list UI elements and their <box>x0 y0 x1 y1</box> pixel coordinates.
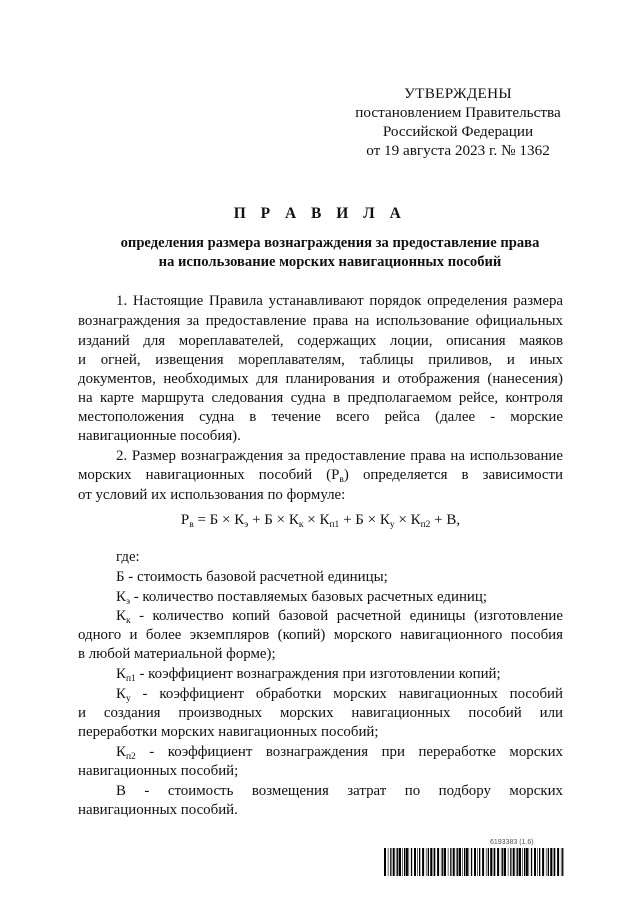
where-label: где: <box>116 549 140 565</box>
symbol: К <box>116 589 126 605</box>
definition-ky-line: и создания производных морских навигационных пособий или <box>78 705 563 721</box>
approval-stamp <box>318 84 598 160</box>
paragraph-1-line: изданий для мореплавателей, содержащих лоции, описания маяков <box>78 333 563 349</box>
text-fragment: морских навигационных пособий (Р <box>78 467 340 483</box>
symbol: К <box>116 666 126 682</box>
definition-ky-line: переработки морских навигационных пособий; <box>78 724 379 740</box>
subtitle-line: на использование морских навигационных пособий <box>158 254 502 270</box>
subscript: э <box>125 597 131 607</box>
subscript: к <box>125 616 131 626</box>
approval-line: Российской Федерации <box>382 123 534 140</box>
definition-v-line: навигационных пособий. <box>78 802 238 818</box>
subscript: п1 <box>125 674 136 684</box>
paragraph-1-line: навигационные пособия). <box>78 428 241 444</box>
barcode-image <box>384 848 564 876</box>
paragraph-1-line: документов, необходимых для планирования и отображения (нанесения) <box>78 371 563 387</box>
approval-date: от 19 августа 2023 г. № 1362 <box>366 142 550 159</box>
symbol: К <box>116 608 126 624</box>
symbol: К <box>116 744 126 760</box>
definition-text: - коэффициент обработки морских навигационных пособий <box>130 686 563 702</box>
subscript: в <box>339 475 344 485</box>
barcode-number: 6193383 (1.6) <box>490 839 534 846</box>
symbol: К <box>116 686 126 702</box>
document-subtitle <box>60 234 600 272</box>
paragraph-1-line: и огней, извещения мореплавателям, таблицы приливов, и иных <box>78 352 563 368</box>
approval-line: постановлением Правительства <box>355 104 561 121</box>
definition-v: В - стоимость возмещения затрат по подбору морских <box>116 783 563 799</box>
document-title: П Р А В И Л А <box>233 205 407 222</box>
subscript: у <box>125 694 131 704</box>
definition-text: - коэффициент вознаграждения при изготовлении копий; <box>135 666 501 682</box>
definition-text: - количество поставляемых базовых расчетных единиц; <box>130 589 487 605</box>
definition-kp2-line: навигационных пособий; <box>78 763 239 779</box>
formula <box>78 512 563 530</box>
subtitle-line: определения размера вознаграждения за предоставление права <box>120 235 540 251</box>
definition-b: Б - стоимость базовой расчетной единицы; <box>116 569 388 585</box>
definition-kk-line: одного и более экземпляров (копий) морского навигационного пособия <box>78 627 563 643</box>
definition-text: - коэффициент вознаграждения при переработке морских <box>135 744 563 760</box>
text-fragment: ) определяется в зависимости <box>343 467 563 483</box>
paragraph-1-line: местоположения судна в течение всего рейса (далее - морские <box>78 409 563 425</box>
definition-kk-line: в любой материальной форме); <box>78 646 276 662</box>
paragraph-1-line: вознаграждения за предоставление права на использование официальных <box>78 313 563 329</box>
paragraph-2-line: от условий их использования по формуле: <box>78 487 346 503</box>
paragraph-2-line: 2. Размер вознаграждения за предоставление права на использование <box>116 448 563 464</box>
paragraph-1-line: 1. Настоящие Правила устанавливают порядок определения размера <box>116 293 563 309</box>
subscript: п2 <box>125 752 136 762</box>
formula-text: $Р_в = Б \times К_э + Б \times К_к \times К_{п1} + Б \times К_у \times К_{п2} + В$, <box>180 512 461 530</box>
paragraph-1-line: на карте маршрута следования судна в предполагаемом рейсе, контроля <box>78 390 563 406</box>
approval-heading: УТВЕРЖДЕНЫ <box>404 85 512 102</box>
definition-text: - количество копий базовой расчетной единицы (изготовление <box>130 608 563 624</box>
